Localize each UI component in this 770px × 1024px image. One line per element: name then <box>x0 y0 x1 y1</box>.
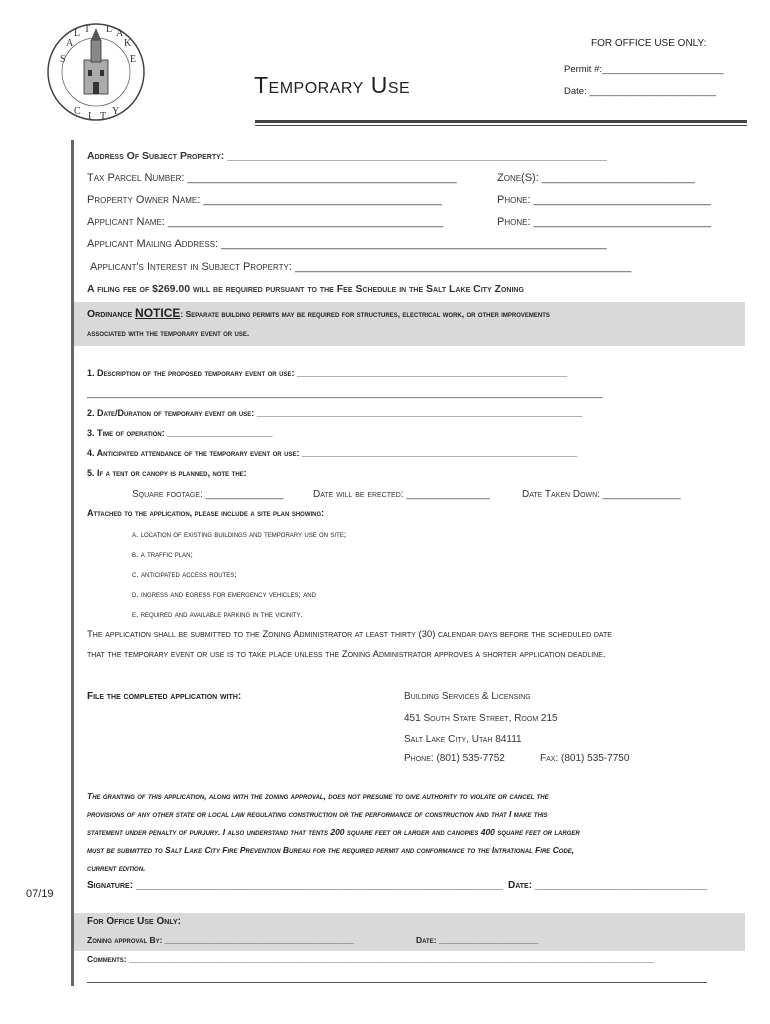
svg-text:L: L <box>106 24 113 35</box>
office-phone: Phone: (801) 535-7752 <box>404 753 505 764</box>
comments-line[interactable] <box>87 982 707 983</box>
interest-field[interactable]: Applicant's Interest in Subject Property: _______________________________________________________ <box>90 261 632 273</box>
owner-field[interactable]: Property Owner Name: _______________________________________ <box>87 194 442 206</box>
zoning-approval-field[interactable]: Zoning approval By: ________________________________________ <box>87 935 354 945</box>
svg-text:E: E <box>130 54 137 65</box>
office-street: 451 South State Street, Room 215 <box>404 713 558 724</box>
question-5: 5. If a tent or canopy is planned, note the: <box>87 468 247 478</box>
office-name: Building Services & Licensing <box>404 691 531 702</box>
zone-field[interactable]: Zone(S): _________________________ <box>497 172 695 184</box>
question-2[interactable]: 2. Date/Duration of temporary event or use: _________________________________________________________________ <box>87 408 583 418</box>
question-4[interactable]: 4. Anticipated attendance of the temporary event or use: _______________________________________________________ <box>87 448 578 458</box>
parcel-field[interactable]: Tax Parcel Number: ____________________________________________ <box>87 172 457 184</box>
office-use-header: FOR OFFICE USE ONLY: <box>591 38 707 49</box>
svg-text:L: L <box>74 28 81 39</box>
owner-phone-field[interactable]: Phone: _____________________________ <box>497 194 711 206</box>
attached-item: b. a traffic plan; <box>132 549 193 559</box>
disclaimer-line: current edition. <box>87 863 146 873</box>
fee-statement: A filing fee of $269.00 will be required pursuant to the Fee Schedule in the Salt Lake City Zoning <box>87 283 524 295</box>
mailing-field[interactable]: Applicant Mailing Address: _______________________________________________________________ <box>87 238 607 250</box>
disclaimer-line: provisions of any other state or local law regulating construction or the performance of construction and that I make this <box>87 809 548 819</box>
disclaimer-line: The granting of this application, along with the zoning approval, does not presume to give authority to violate or cancel the <box>87 791 549 801</box>
office-fax: Fax: (801) 535-7750 <box>540 753 630 764</box>
disclaimer-line: must be submitted to Salt Lake City Fire Prevention Bureau for the required permit and conformance to the Intrational Fire Code, <box>87 845 575 855</box>
svg-text:S: S <box>60 54 66 65</box>
page-title: Temporary Use <box>254 72 411 98</box>
notice-line: Ordinance NOTICE: Separate building permits may be required for structures, electrical work, or other improvements <box>87 306 550 320</box>
zoning-date-field[interactable]: Date: _____________________ <box>416 935 539 945</box>
notice-line-2: associated with the temporary event or use. <box>87 328 250 338</box>
square-footage-field[interactable]: Square footage: ______________ <box>132 489 284 500</box>
attached-heading: Attached to the application, please include a site plan showing: <box>87 508 325 518</box>
signature-field[interactable]: Signature: __________________________________________________________________ <box>87 880 503 891</box>
submission-paragraph-1: The application shall be submitted to the Zoning Administrator at least thirty (30) calendar days before the scheduled date <box>87 629 612 640</box>
svg-text:A: A <box>116 28 124 39</box>
attached-item: e. required and available parking in the vicinity. <box>132 609 303 619</box>
address-field[interactable]: Address Of Subject Property: _________________________________________________________________ <box>87 150 607 162</box>
disclaimer-line: statement under penalty of purjury. I also understand that tents 200 square feet or larger and canopies 400 square feet or larger <box>87 827 580 837</box>
applicant-phone-field[interactable]: Phone: _____________________________ <box>497 216 711 228</box>
question-3[interactable]: 3. Time of operation: _____________________ <box>87 428 273 438</box>
left-margin-bar <box>71 140 74 986</box>
revision-date: 07/19 <box>26 888 54 900</box>
question-1-continuation[interactable]: _______________________________________________________________________________________________________ <box>87 388 603 398</box>
salt-lake-city-seal <box>44 20 148 124</box>
file-with-label: File the completed application with: <box>87 691 242 702</box>
header-rule-thin <box>255 125 747 126</box>
permit-number-field[interactable]: Permit #:_______________________ <box>564 64 724 75</box>
svg-text:A: A <box>66 38 74 49</box>
question-1[interactable]: 1. Description of the proposed temporary event or use: ______________________________________________________ <box>87 368 568 378</box>
date-erected-field[interactable]: Date will be erected: _______________ <box>313 489 490 500</box>
svg-text:K: K <box>124 38 132 49</box>
svg-text:T: T <box>84 24 91 35</box>
comments-field[interactable]: Comments: _______________________________________________________________________________________________________________ <box>87 954 654 964</box>
office-city: Salt Lake City, Utah 84111 <box>404 734 522 745</box>
attached-item: a. location of existing buildings and temporary use on site; <box>132 529 347 539</box>
notice-word: NOTICE <box>135 306 181 320</box>
attached-item: c. anticipated access routes; <box>132 569 237 579</box>
attached-item: d. ingress and egress for emergency vehicles; and <box>132 589 316 599</box>
office-date-field[interactable]: Date: ________________________ <box>564 86 717 97</box>
svg-text:Y: Y <box>112 106 120 117</box>
office-use-heading: For Office Use Only: <box>87 916 181 927</box>
date-taken-down-field[interactable]: Date Taken Down: ______________ <box>522 489 681 500</box>
svg-text:T: T <box>100 111 107 122</box>
header-rule-thick <box>255 120 747 123</box>
applicant-field[interactable]: Applicant Name: _____________________________________________ <box>87 216 444 228</box>
svg-text:I: I <box>88 111 92 122</box>
submission-paragraph-2: that the temporary event or use is to take place unless the Zoning Administrator approves a shorter application deadline. <box>87 649 606 660</box>
signature-date-field[interactable]: Date: _______________________________ <box>508 880 708 891</box>
svg-text:C: C <box>74 106 81 117</box>
